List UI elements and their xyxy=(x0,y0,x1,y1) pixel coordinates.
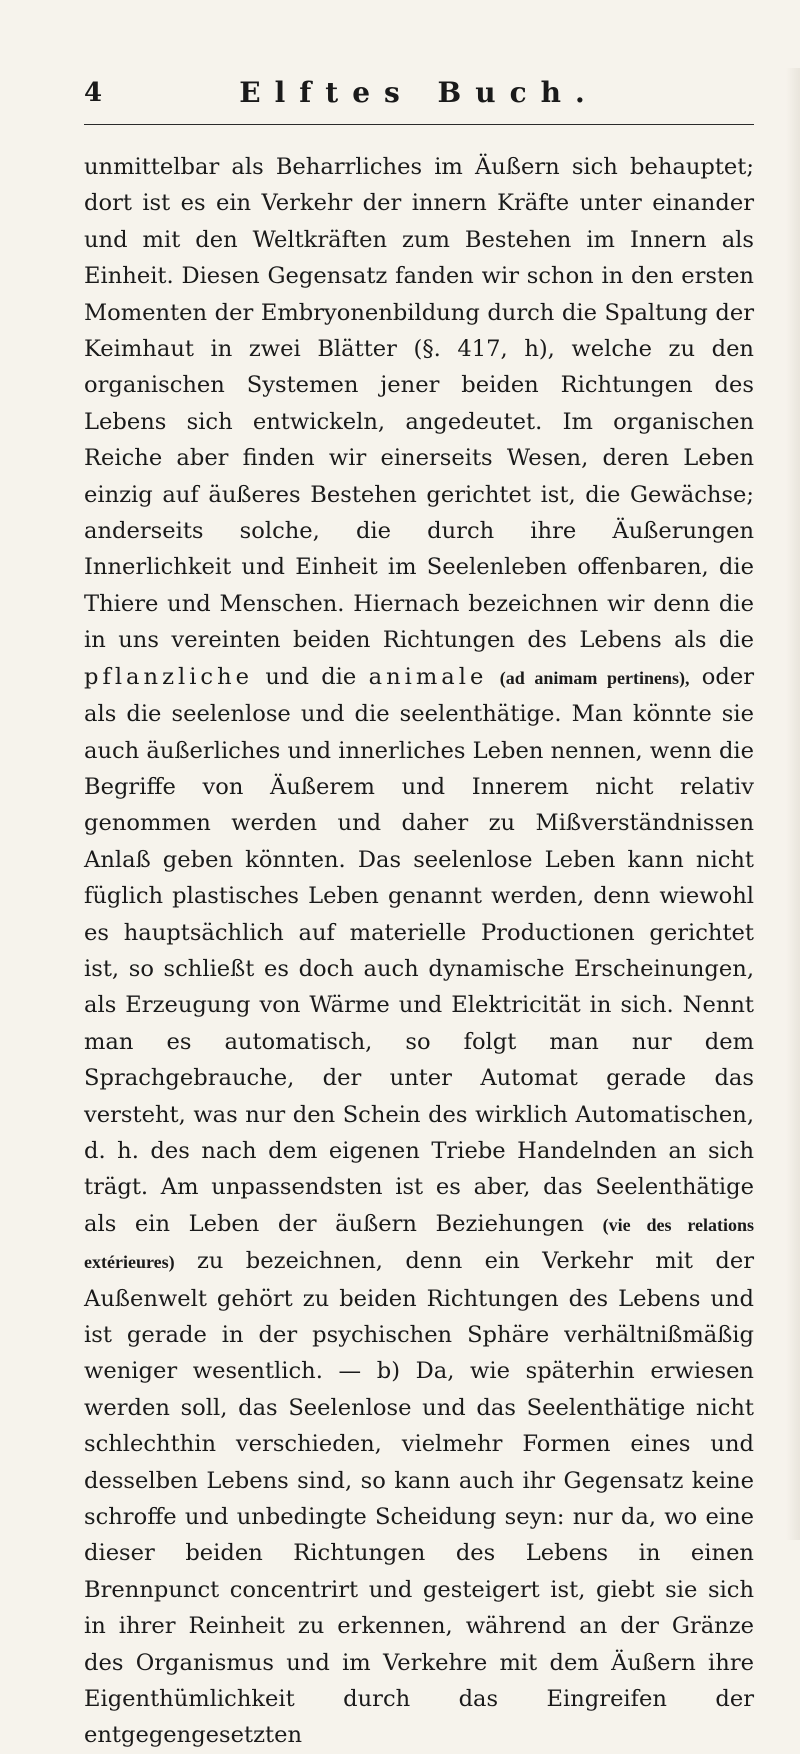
latin-gloss-vie-des-relations: (vie des relations extérieures) xyxy=(84,1214,755,1273)
text-segment-2: und die xyxy=(265,663,357,690)
page-number: 4 xyxy=(84,78,103,108)
page-header xyxy=(84,68,754,125)
text-segment-3: oder als die seelenlose und die seelenthätige. Man könnte sie auch äußerliches und innerliches Leben nennen, wenn die Begriffe von Äußerem und Innerem nicht relativ genommen werden und daher zu Mißverständnissen Anlaß geben könnten. Das seelenlose Leben kann nicht füglich plastisches Leben genannt werden, denn wiewohl es hauptsächlich auf materielle Productionen gerichtet ist, so schließt es doch auch dynamische Erscheinungen, als Erzeugung von Wärme und Elektricität in sich. Nennt man es automatisch, so folgt man nur dem Sprachgebrauche, der unter Automat gerade das versteht, was nur den Schein des wirklich Automatischen, d. h. des nach dem eigenen Triebe Handelnden an sich trägt. Am unpassendsten ist es aber, das Seelenthätige als ein Leben der äußern Beziehungen xyxy=(84,663,755,1237)
text-segment-4: zu bezeichnen, denn ein Verkehr mit der Außenwelt gehört zu beiden Richtungen des Lebens und ist gerade in der psychischen Sphäre verhältnißmäßig weniger wesentlich. — b) Da, wie späterhin erwiesen werden soll, das Seelenlose und das Seelenthätige nicht schlechthin verschieden, vielmehr Formen eines und desselben Lebens sind, so kann auch ihr Gegensatz keine schroffe und unbedingte Scheidung seyn: nur da, wo eine dieser beiden Richtungen des Lebens in einen Brennpunct concentrirt und gesteigert ist, giebt sie sich in ihrer Reinheit zu erkennen, während an der Gränze des Organismus und im Verkehre mit dem Äußern ihre Eigenthümlichkeit durch das Eingreifen der entgegengesetzten xyxy=(84,1248,754,1749)
running-title: Elftes Buch. xyxy=(239,76,599,109)
text-segment-1: unmittelbar als Beharrliches im Äußern sich behauptet; dort ist es ein Verkehr der innern Kräfte unter einander und mit den Weltkräften zum Bestehen im Innern als Einheit. Diesen Gegensatz fanden wir schon in den ersten Momenten der Embryonenbildung durch die Spaltung der Keimhaut in zwei Blätter (§. 417, h), welche zu den organischen Systemen jener beiden Richtungen des Lebens sich entwickeln, angedeutet. Im organischen Reiche aber finden wir einerseits Wesen, deren Leben einzig auf äußeres Bestehen gerichtet ist, die Gewächse; anderseits solche, die durch ihre Äußerungen Innerlichkeit und Einheit im Seelenleben offenbaren, die Thiere und Menschen. Hiernach bezeichnen wir denn die in uns vereinten beiden Richtungen des Lebens als die xyxy=(84,154,754,654)
latin-gloss-ad-animam: (ad animam pertinens), xyxy=(499,667,690,688)
term-pflanzliche: pflanzliche xyxy=(84,663,254,690)
page-edge-shadow xyxy=(786,68,800,1540)
body-paragraph xyxy=(84,149,754,1754)
book-page xyxy=(0,68,800,1749)
term-animale: animale xyxy=(368,663,488,690)
